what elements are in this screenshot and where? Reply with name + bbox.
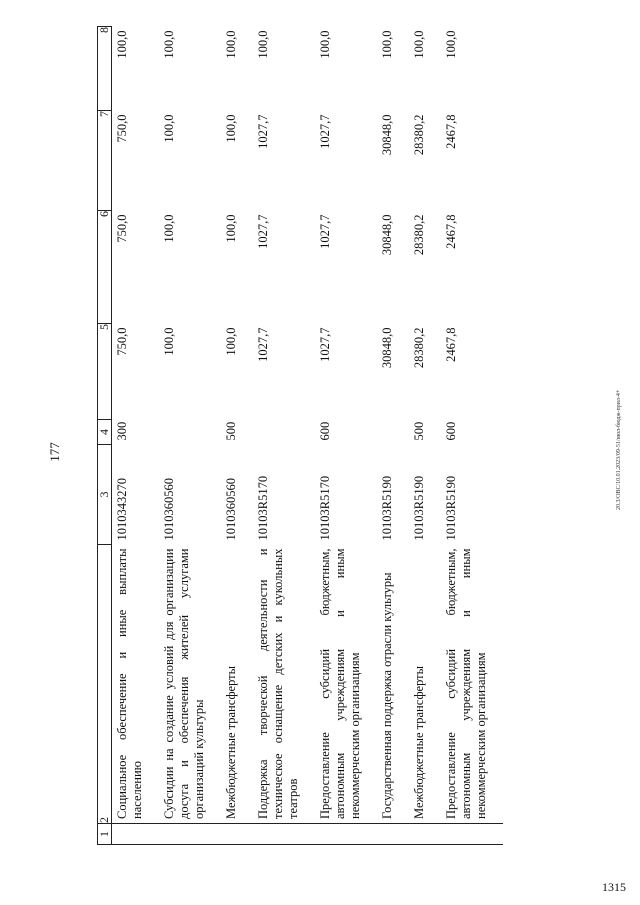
row-value-col7: 1027,7 bbox=[256, 114, 270, 149]
row-cell-blank bbox=[377, 824, 409, 845]
header-col-8: 8 bbox=[98, 27, 112, 111]
budget-table bbox=[97, 26, 503, 845]
row-expense-type: 600 bbox=[444, 421, 458, 441]
row-value-col7: 30848,0 bbox=[380, 114, 394, 156]
row-expense-type bbox=[253, 420, 315, 445]
row-value-col8: 100,0 bbox=[412, 30, 426, 59]
row-cell-blank bbox=[253, 824, 315, 845]
row-value-col6: 30848,0 bbox=[380, 214, 394, 256]
row-expense-type: 600 bbox=[318, 421, 332, 441]
row-cell-blank bbox=[112, 824, 160, 845]
row-target-code: 10103R5190 bbox=[412, 475, 426, 541]
row-target-code: 10103R5170 bbox=[256, 475, 270, 541]
header-col-7: 7 bbox=[98, 111, 112, 211]
table-body bbox=[112, 27, 504, 845]
budget-table-rotated bbox=[97, 27, 567, 845]
row-expense-type bbox=[377, 420, 409, 445]
row-target-code: 1010360560 bbox=[224, 478, 238, 541]
row-value-col7: 28380,2 bbox=[412, 114, 426, 156]
row-target-code: 1010343270 bbox=[115, 478, 129, 541]
row-name: Межбюджетные трансферты bbox=[224, 665, 238, 819]
table-row bbox=[315, 27, 377, 845]
row-expense-type: 500 bbox=[224, 421, 238, 441]
row-cell-blank bbox=[441, 824, 503, 845]
header-col-3: 3 bbox=[98, 445, 112, 545]
row-value-col8: 100,0 bbox=[380, 30, 394, 59]
row-cell-blank bbox=[221, 824, 253, 845]
row-value-col5: 750,0 bbox=[115, 327, 129, 356]
row-value-col8: 100,0 bbox=[318, 30, 332, 59]
row-cell-blank bbox=[159, 824, 221, 845]
header-col-1: 1 bbox=[98, 824, 112, 845]
row-value-col8: 100,0 bbox=[115, 30, 129, 59]
row-value-col5: 100,0 bbox=[162, 327, 176, 356]
row-expense-type: 500 bbox=[412, 421, 426, 441]
table-row bbox=[221, 27, 253, 845]
row-value-col5: 30848,0 bbox=[380, 327, 394, 369]
row-value-col6: 1027,7 bbox=[318, 214, 332, 249]
table-row bbox=[253, 27, 315, 845]
header-col-6: 6 bbox=[98, 211, 112, 324]
row-expense-type bbox=[159, 420, 221, 445]
row-target-code: 10103R5190 bbox=[444, 475, 458, 541]
header-col-5: 5 bbox=[98, 324, 112, 420]
row-value-col5: 28380,2 bbox=[412, 327, 426, 369]
row-value-col6: 2467,8 bbox=[444, 214, 458, 249]
row-value-col8: 100,0 bbox=[162, 30, 176, 59]
sheet-number: 1315 bbox=[602, 880, 626, 894]
row-name: Поддержка творческой деятельности и техническое оснащение детских и кукольных театров bbox=[256, 548, 300, 819]
row-value-col7: 100,0 bbox=[224, 114, 238, 143]
row-target-code: 10103R5190 bbox=[380, 475, 394, 541]
table-row bbox=[409, 27, 441, 845]
row-value-col8: 100,0 bbox=[444, 30, 458, 59]
row-value-col8: 100,0 bbox=[224, 30, 238, 59]
row-target-code: 10103R5170 bbox=[318, 475, 332, 541]
row-value-col6: 100,0 bbox=[224, 214, 238, 243]
row-value-col6: 100,0 bbox=[162, 214, 176, 243]
row-cell-blank bbox=[409, 824, 441, 845]
table-row bbox=[441, 27, 503, 845]
row-value-col7: 1027,7 bbox=[318, 114, 332, 149]
page-number: 177 bbox=[47, 442, 62, 462]
row-name: Межбюджетные трансферты bbox=[412, 665, 426, 819]
row-expense-type: 300 bbox=[115, 421, 129, 441]
header-col-2: 2 bbox=[98, 545, 112, 824]
header-col-4: 4 bbox=[98, 420, 112, 445]
row-value-col5: 100,0 bbox=[224, 327, 238, 356]
row-value-col7: 100,0 bbox=[162, 114, 176, 143]
row-cell-blank bbox=[315, 824, 377, 845]
row-name: Государственная поддержка отрасли культуры bbox=[380, 572, 394, 819]
table-row bbox=[112, 27, 160, 845]
row-value-col6: 28380,2 bbox=[412, 214, 426, 256]
row-value-col5: 2467,8 bbox=[444, 327, 458, 362]
row-target-code: 1010360560 bbox=[162, 478, 176, 541]
row-value-col8: 100,0 bbox=[256, 30, 270, 59]
row-name: Предоставление субсидий бюджетным, автономным учреждениям и иным некоммерческим организациям bbox=[444, 548, 488, 819]
row-name: Субсидии на создание условий для организации досуга и обеспечения жителей услугами организаций культуры bbox=[162, 548, 206, 819]
row-value-col6: 1027,7 bbox=[256, 214, 270, 249]
table-row bbox=[377, 27, 409, 845]
footer-code: 20.3/ОВС/10.01.2023/09-51/июл-бюдж-прил-4+ bbox=[616, 389, 622, 510]
table-row bbox=[159, 27, 221, 845]
row-name: Социальное обеспечение и иные выплаты населению bbox=[115, 548, 144, 819]
row-value-col7: 2467,8 bbox=[444, 114, 458, 149]
row-name: Предоставление субсидий бюджетным, автономным учреждениям и иным некоммерческим организациям bbox=[318, 548, 362, 819]
row-value-col7: 750,0 bbox=[115, 114, 129, 143]
row-value-col6: 750,0 bbox=[115, 214, 129, 243]
row-value-col5: 1027,7 bbox=[318, 327, 332, 362]
table-header-row bbox=[98, 27, 112, 845]
row-value-col5: 1027,7 bbox=[256, 327, 270, 362]
